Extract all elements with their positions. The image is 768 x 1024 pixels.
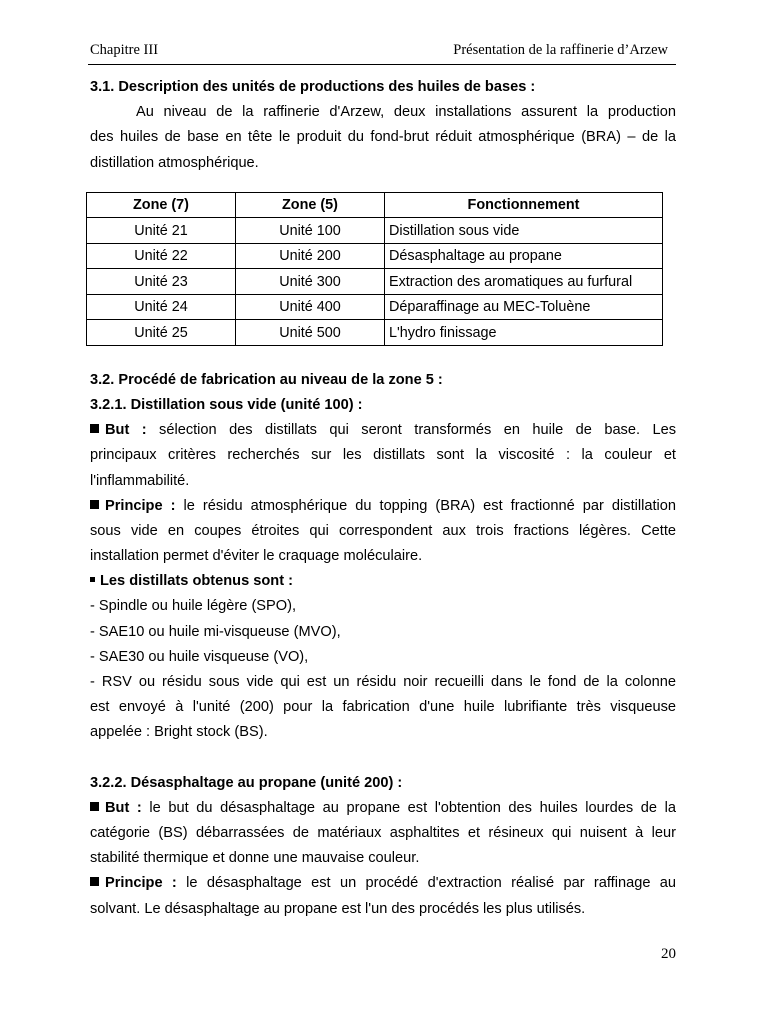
header-rule	[88, 64, 676, 65]
table-row	[87, 269, 663, 295]
table-row	[87, 294, 663, 320]
paragraph-line: Au niveau de la raffinerie d'Arzew, deux installations assurent la production	[136, 104, 676, 121]
square-bullet-icon	[90, 424, 99, 433]
paragraph-line: sous vide en coupes étroites qui correspondent aux trois fractions légères. Cette	[90, 522, 676, 539]
table-cell: Unité 24	[87, 294, 236, 320]
list-item: - Spindle ou huile légère (SPO),	[90, 598, 297, 615]
small-square-bullet-icon	[90, 577, 95, 582]
principe-label: Principe :	[105, 497, 176, 514]
page-number: 20	[661, 946, 676, 962]
but-label: But :	[105, 799, 142, 816]
paragraph-line	[90, 796, 676, 821]
header-chapter: Chapitre III	[90, 42, 159, 58]
list-item: - SAE30 ou huile visqueuse (VO),	[90, 648, 309, 665]
section-3-2-1-heading: 3.2.1. Distillation sous vide (unité 100) :	[90, 396, 363, 413]
table-header-row	[87, 192, 663, 218]
table-cell: Unité 400	[236, 294, 385, 320]
section-3-1-heading: 3.1. Description des unités de productions des huiles de bases :	[90, 79, 536, 95]
paragraph-line: stabilité thermique et donne une mauvaise couleur.	[90, 850, 420, 867]
but-label: But :	[105, 422, 147, 439]
paragraph-line: principaux critères recherchés sur les distillats sont la viscosité : la couleur et	[90, 447, 676, 464]
table-header-cell: Zone (5)	[236, 192, 385, 218]
paragraph-line	[90, 494, 676, 519]
table-row	[87, 218, 663, 244]
table-cell: Unité 300	[236, 269, 385, 295]
square-bullet-icon	[90, 500, 99, 509]
paragraph-text: sélection des distillats qui seront transformés en huile de base. Les	[159, 422, 676, 439]
paragraph-text: le résidu atmosphérique du topping (BRA) est fractionné par distillation	[183, 497, 676, 514]
page-content	[90, 75, 676, 922]
distillats-heading-text: Les distillats obtenus sont :	[100, 573, 293, 590]
table-cell: Déparaffinage au MEC-Toluène	[385, 294, 663, 320]
list-item: - SAE10 ou huile mi-visqueuse (MVO),	[90, 623, 341, 640]
paragraph-line: solvant. Le désasphaltage au propane est l'un des procédés les plus utilisés.	[90, 900, 586, 917]
paragraph-line: l'inflammabilité.	[90, 472, 190, 489]
paragraph-line: catégorie (BS) débarrassées de matériaux asphaltites et résineux qui nuisent à leur	[90, 824, 676, 841]
table-row	[87, 320, 663, 346]
square-bullet-icon	[90, 877, 99, 886]
paragraph-line	[90, 871, 676, 896]
table-header-cell: Fonctionnement	[385, 192, 663, 218]
principe-label: Principe :	[105, 875, 177, 892]
paragraph-line: distillation atmosphérique.	[90, 154, 259, 171]
table-cell: Désasphaltage au propane	[385, 243, 663, 269]
table-cell: Unité 21	[87, 218, 236, 244]
table-cell: L'hydro finissage	[385, 320, 663, 346]
paragraph-line: appelée : Bright stock (BS).	[90, 724, 268, 741]
paragraph-line: est envoyé à l'unité (200) pour la fabrication d'une huile lubrifiante très visqueuse	[90, 699, 676, 716]
table-header-cell: Zone (7)	[87, 192, 236, 218]
list-item: - RSV ou résidu sous vide qui est un résidu noir recueilli dans le fond de la colonne	[90, 674, 676, 690]
paragraph-text: le désasphaltage est un procédé d'extraction réalisé par raffinage au	[186, 875, 677, 892]
table-cell: Extraction des aromatiques au furfural	[385, 269, 663, 295]
units-table	[86, 192, 663, 346]
table-cell: Distillation sous vide	[385, 218, 663, 244]
header-title: Présentation de la raffinerie d’Arzew	[453, 42, 668, 58]
table-cell: Unité 22	[87, 243, 236, 269]
table-cell: Unité 100	[236, 218, 385, 244]
distillats-heading	[90, 569, 676, 594]
table-cell: Unité 200	[236, 243, 385, 269]
paragraph-line: installation permet d'éviter le craquage moléculaire.	[90, 548, 423, 565]
table-row	[87, 243, 663, 269]
paragraph-text: le but du désasphaltage au propane est l'obtention des huiles lourdes de la	[149, 799, 676, 816]
table-cell: Unité 500	[236, 320, 385, 346]
paragraph-line: des huiles de base en tête le produit du fond-brut réduit atmosphérique (BRA) – de la	[90, 129, 676, 146]
paragraph-line	[90, 418, 676, 443]
table-cell: Unité 23	[87, 269, 236, 295]
section-3-2-2-heading: 3.2.2. Désasphaltage au propane (unité 200) :	[90, 774, 403, 791]
section-3-2-heading: 3.2. Procédé de fabrication au niveau de la zone 5 :	[90, 371, 443, 388]
table-cell: Unité 25	[87, 320, 236, 346]
square-bullet-icon	[90, 802, 99, 811]
